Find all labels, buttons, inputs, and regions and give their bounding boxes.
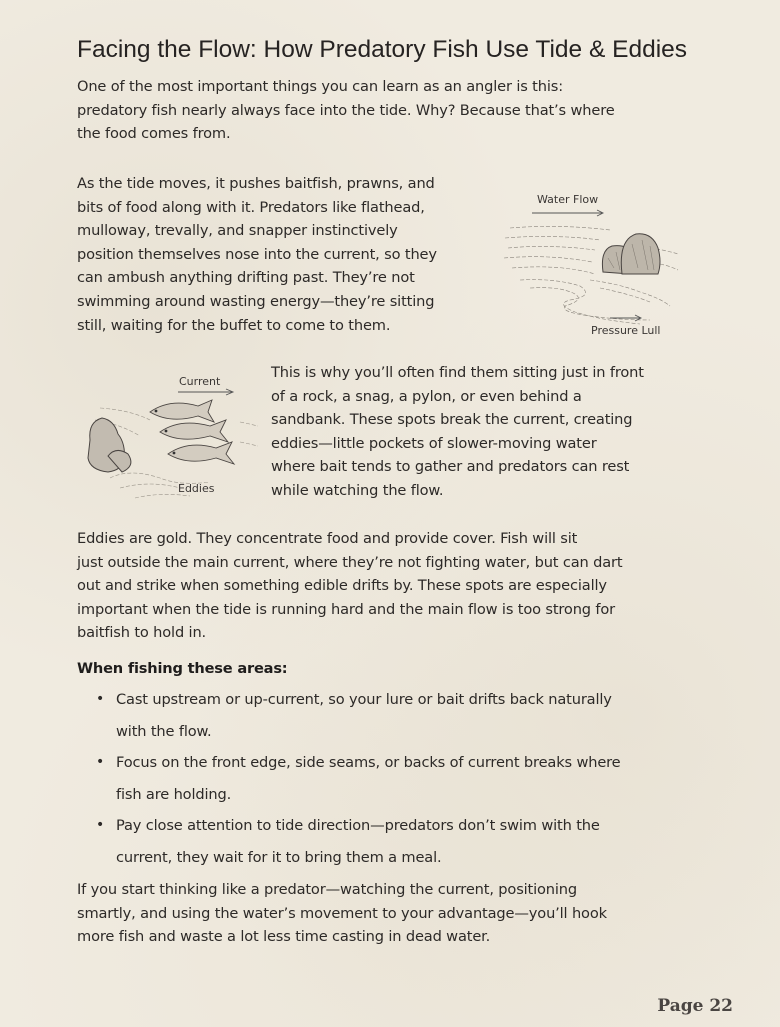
page-title: Facing the Flow: How Predatory Fish Use Tide & Eddies (77, 36, 688, 63)
intro-paragraph (77, 75, 697, 146)
text-line: of a rock, a snag, a pylon, or even behind a (271, 387, 582, 405)
water-flow-label: Water Flow (537, 193, 599, 206)
eddies-paragraph (77, 527, 692, 645)
text-line: with the flow. (116, 722, 212, 740)
text-line: position themselves nose into the current, so they (77, 245, 437, 263)
tips-heading: When fishing these areas: (77, 660, 288, 677)
bullet-icon: • (96, 817, 105, 833)
text-line: out and strike when something edible drifts by. These spots are especially (77, 577, 607, 595)
text-line: more fish and waste a lot less time casting in dead water. (77, 928, 491, 946)
text-line: still, waiting for the buffet to come to them. (77, 316, 391, 334)
pressure-lull-label: Pressure Lull (591, 324, 661, 337)
text-line: fish are holding. (116, 785, 232, 803)
fish-current-icon (80, 370, 260, 510)
text-line: baitfish to hold in. (77, 624, 207, 642)
text-line: If you start thinking like a predator—watching the current, positioning (77, 881, 578, 898)
text-line: mulloway, trevally, and snapper instinctively (77, 222, 398, 240)
text-line: This is why you’ll often find them sitting just in front (271, 364, 644, 381)
text-line: Pay close attention to tide direction—predators don’t swim with the (116, 817, 600, 834)
fish-eddies-illustration (80, 370, 260, 510)
current-breaks-paragraph (271, 361, 691, 503)
text-line: As the tide moves, it pushes baitfish, prawns, and (77, 175, 435, 192)
conclusion-paragraph (77, 878, 697, 949)
text-line: while watching the flow. (271, 481, 444, 499)
text-line: current, they wait for it to bring them a meal. (116, 848, 442, 866)
text-line: Eddies are gold. They concentrate food and provide cover. Fish will sit (77, 530, 578, 547)
text-line: Focus on the front edge, side seams, or backs of current breaks where (116, 754, 621, 771)
tips-list (77, 684, 697, 873)
text-line: bits of food along with it. Predators like flathead, (77, 198, 425, 216)
text-line: can ambush anything drifting past. They’re not (77, 269, 415, 287)
text-line: eddies—little pockets of slower-moving water (271, 434, 597, 452)
list-item (77, 684, 697, 747)
text-line: smartly, and using the water’s movement to your advantage—you’ll hook (77, 904, 607, 922)
bullet-icon: • (96, 754, 105, 770)
text-line: important when the tide is running hard and the main flow is too strong for (77, 600, 616, 618)
bullet-icon: • (96, 691, 105, 707)
text-line: swimming around wasting energy—they’re sitting (77, 292, 435, 310)
rocks-water-flow-icon (500, 188, 680, 343)
text-line: just outside the main current, where they’re not fighting water, but can dart (77, 553, 623, 571)
text-line: the food comes from. (77, 125, 231, 143)
tide-paragraph (77, 172, 487, 337)
eddies-label: Eddies (178, 482, 215, 495)
text-line: Cast upstream or up-current, so your lure or bait drifts back naturally (116, 691, 612, 708)
text-line: predatory fish nearly always face into the tide. Why? Because that’s where (77, 101, 615, 119)
list-item (77, 747, 697, 810)
text-line: One of the most important things you can learn as an angler is this: (77, 78, 563, 95)
water-flow-illustration (500, 188, 680, 343)
list-item (77, 810, 697, 873)
page-number: Page 22 (657, 996, 733, 1016)
text-line: sandbank. These spots break the current, creating (271, 411, 633, 429)
text-line: where bait tends to gather and predators can rest (271, 458, 630, 476)
current-label: Current (179, 375, 221, 388)
